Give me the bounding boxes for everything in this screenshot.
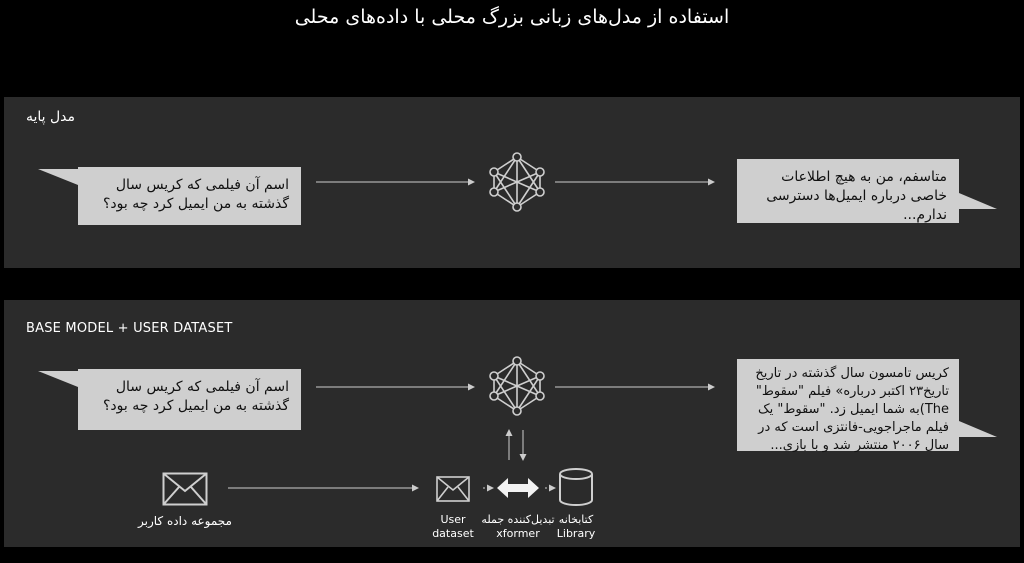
envelope-icon	[162, 472, 208, 506]
library-caption-line2: Library	[556, 527, 596, 540]
panel-label: مدل پایه	[26, 109, 76, 125]
xformer-caption-line2: xformer	[496, 527, 540, 540]
double-arrow-icon	[497, 477, 539, 499]
user-dataset-caption: مجموعه داده کاربر	[138, 514, 232, 528]
envelope-icon	[436, 476, 470, 502]
question-bubble: اسم آن فیلمی که کریس سال گذشته به من ایمیل کرد چه بود؟	[78, 369, 301, 430]
page-title: استفاده از مدل‌های زبانی بزرگ محلی با داده‌های محلی	[294, 6, 730, 28]
base-model-panel	[4, 97, 1020, 268]
dataset-caption	[427, 513, 479, 541]
xformer-caption	[478, 513, 558, 541]
library-caption-line1: کتابخانه	[558, 513, 594, 526]
library-caption	[550, 513, 602, 541]
xformer-caption-line1: تبدیل‌کننده جمله	[481, 513, 555, 526]
neural-network-icon	[486, 355, 548, 417]
answer-bubble: کریس تامسون سال گذشته در تاریخ تاریخ۲۳ اکتبر درباره» فیلم "سقوط" The)به شما ایمیل زد. "سقوط" یک فیلم ماجراجویی-فانتزی است که در سال ۲۰۰۶ منتشر شد و با بازی...	[737, 359, 959, 451]
panel-label: BASE MODEL + USER DATASET	[26, 321, 233, 336]
database-icon	[557, 468, 595, 506]
neural-network-icon	[486, 151, 548, 213]
dataset-caption-line2: dataset	[432, 527, 474, 540]
answer-bubble: متاسفم، من به هیچ اطلاعات خاصی درباره ایمیل‌ها دسترسی ندارم...	[737, 159, 959, 223]
question-bubble: اسم آن فیلمی که کریس سال گذشته به من ایمیل کرد چه بود؟	[78, 167, 301, 225]
dataset-caption-line1: User	[440, 513, 466, 526]
user-dataset-panel	[4, 300, 1020, 547]
